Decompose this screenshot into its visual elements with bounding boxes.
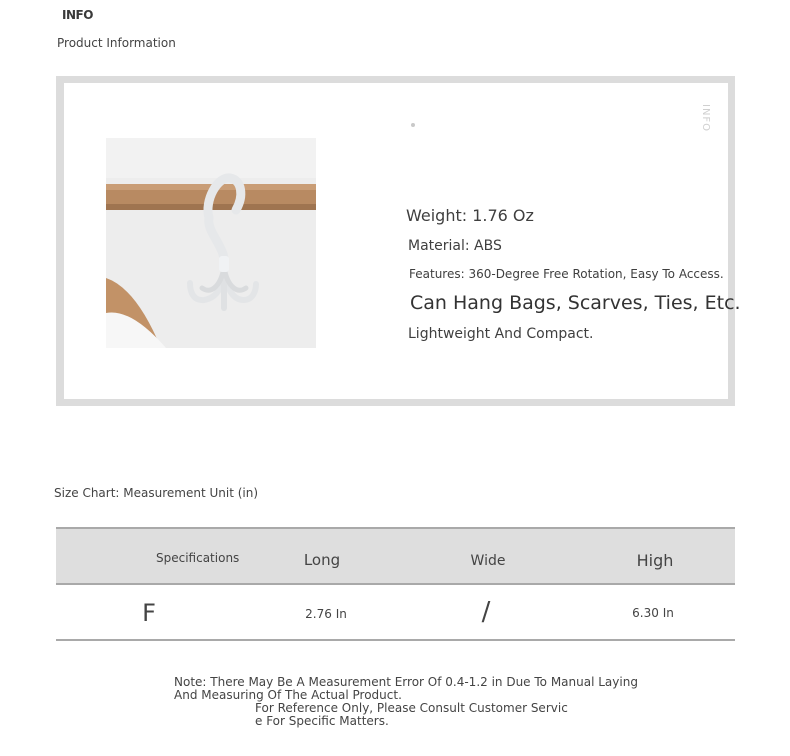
product-photo [106,138,316,348]
cell-long: 2.76 In [305,607,347,621]
table-row [56,585,735,641]
decorative-dot [411,123,415,127]
cell-wide: / [481,597,491,627]
features-spec: Features: 360-Degree Free Rotation, Easy To Access. [409,267,724,281]
note-line-3: For Reference Only, Please Consult Customer Servic [255,701,568,715]
header-long: Long [303,551,341,569]
lightweight-text: Lightweight And Compact. [408,326,594,342]
note-line-4: e For Specific Matters. [255,714,389,728]
material-spec: Material: ABS [408,238,502,254]
cell-high: 6.30 In [632,606,674,620]
cell-size: F [142,599,156,627]
header-high: High [636,551,674,570]
section-title: Product Information [57,36,176,50]
header-specifications: Specifications [156,551,240,565]
brand-logo: INFO [62,8,93,22]
weight-spec: Weight: 1.76 Oz [406,206,534,225]
note-line-2: And Measuring Of The Actual Product. [174,688,402,702]
side-info-label: INFO [700,104,711,133]
reference-note [255,702,568,728]
size-table-header [56,527,735,585]
size-chart-title: Size Chart: Measurement Unit (in) [54,486,259,500]
measurement-note [174,676,638,702]
header-wide: Wide [470,553,506,569]
can-hang-text: Can Hang Bags, Scarves, Ties, Etc. [410,292,741,314]
note-line-1: Note: There May Be A Measurement Error Of 0.4-1.2 in Due To Manual Laying [174,675,638,689]
